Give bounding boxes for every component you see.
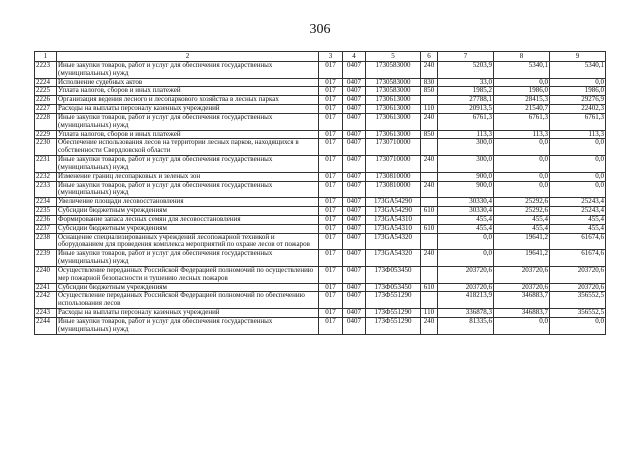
table-row: [35, 96, 606, 105]
section-code-cell: 0407: [343, 266, 366, 283]
amount-year3-cell: 61674,6: [550, 233, 606, 250]
row-number-cell: 2229: [35, 130, 57, 139]
amount-year2-cell: 0,0: [494, 317, 550, 334]
description-cell: Расходы на выплаты персоналу казенных учреждений: [57, 105, 319, 114]
ministry-code-cell: 017: [319, 233, 343, 250]
ministry-code-cell: 017: [319, 139, 343, 156]
target-code-cell: 173Ф551290: [366, 317, 421, 334]
table-row: [35, 156, 606, 173]
target-code-cell: 1730613000: [366, 96, 421, 105]
row-number-cell: 2236: [35, 215, 57, 224]
amount-year1-cell: 33,0: [438, 78, 494, 87]
ministry-code-cell: 017: [319, 250, 343, 267]
section-code-cell: 0407: [343, 156, 366, 173]
amount-year2-cell: 6761,3: [494, 113, 550, 130]
row-number-cell: 2240: [35, 266, 57, 283]
amount-year3-cell: 22402,3: [550, 105, 606, 114]
amount-year1-cell: 900,0: [438, 181, 494, 198]
description-cell: Изменение границ лесопарковых и зеленых зон: [57, 172, 319, 181]
row-number-cell: 2234: [35, 198, 57, 207]
amount-year1-cell: 300,0: [438, 139, 494, 156]
amount-year2-cell: 21540,7: [494, 105, 550, 114]
section-code-cell: 0407: [343, 283, 366, 292]
amount-year1-cell: 0,0: [438, 233, 494, 250]
description-cell: Субсидии бюджетным учреждениям: [57, 283, 319, 292]
section-code-cell: 0407: [343, 113, 366, 130]
row-number-cell: 2227: [35, 105, 57, 114]
target-code-cell: 173Ф551290: [366, 292, 421, 309]
row-number-cell: 2241: [35, 283, 57, 292]
table-row: [35, 283, 606, 292]
expense-type-cell: [421, 96, 438, 105]
description-cell: Осуществление переданных Российской Федерацией полномочий по осуществлению мер пожарной безопасности и тушению лесных пожаров: [57, 266, 319, 283]
amount-year3-cell: 0,0: [550, 139, 606, 156]
section-code-cell: 0407: [343, 233, 366, 250]
amount-year2-cell: 0,0: [494, 181, 550, 198]
amount-year1-cell: 81335,6: [438, 317, 494, 334]
ministry-code-cell: 017: [319, 292, 343, 309]
expense-type-cell: 610: [421, 283, 438, 292]
table-row: [35, 87, 606, 96]
section-code-cell: 0407: [343, 172, 366, 181]
amount-year3-cell: 25243,4: [550, 207, 606, 216]
header-cell: 2: [57, 52, 319, 62]
section-code-cell: 0407: [343, 87, 366, 96]
header-cell: 5: [366, 52, 421, 62]
section-code-cell: 0407: [343, 62, 366, 79]
ministry-code-cell: 017: [319, 113, 343, 130]
header-cell: 9: [550, 52, 606, 62]
row-number-cell: 2243: [35, 309, 57, 318]
amount-year3-cell: 0,0: [550, 181, 606, 198]
amount-year1-cell: 6761,3: [438, 113, 494, 130]
description-cell: Уплата налогов, сборов и иных платежей: [57, 130, 319, 139]
section-code-cell: 0407: [343, 292, 366, 309]
amount-year2-cell: 5340,1: [494, 62, 550, 79]
description-cell: Иные закупки товаров, работ и услуг для обеспечения государственных (муниципальных) нужд: [57, 181, 319, 198]
expense-type-cell: 850: [421, 130, 438, 139]
page-number: 306: [309, 22, 331, 37]
target-code-cell: 173Ф053450: [366, 266, 421, 283]
table-body: [35, 62, 606, 335]
section-code-cell: 0407: [343, 198, 366, 207]
table-row: [35, 130, 606, 139]
row-number-cell: 2223: [35, 62, 57, 79]
target-code-cell: 1730710000: [366, 156, 421, 173]
description-cell: Исполнение судебных актов: [57, 78, 319, 87]
amount-year3-cell: 0,0: [550, 317, 606, 334]
amount-year1-cell: 1985,2: [438, 87, 494, 96]
target-code-cell: 173GA54290: [366, 198, 421, 207]
description-cell: Формирование запаса лесных семян для лесовосстановления: [57, 215, 319, 224]
description-cell: Расходы на выплаты персоналу казенных учреждений: [57, 309, 319, 318]
expense-type-cell: 830: [421, 78, 438, 87]
description-cell: Увеличение площади лесовосстановления: [57, 198, 319, 207]
amount-year2-cell: 346883,7: [494, 292, 550, 309]
expense-type-cell: [421, 292, 438, 309]
expense-type-cell: 240: [421, 250, 438, 267]
target-code-cell: 173GA54320: [366, 233, 421, 250]
expense-type-cell: [421, 172, 438, 181]
amount-year1-cell: 418213,9: [438, 292, 494, 309]
expense-type-cell: 240: [421, 62, 438, 79]
target-code-cell: 1730710000: [366, 139, 421, 156]
amount-year3-cell: 5340,1: [550, 62, 606, 79]
amount-year1-cell: 30330,4: [438, 207, 494, 216]
row-number-cell: 2232: [35, 172, 57, 181]
row-number-cell: 2230: [35, 139, 57, 156]
amount-year3-cell: 113,3: [550, 130, 606, 139]
ministry-code-cell: 017: [319, 309, 343, 318]
ministry-code-cell: 017: [319, 181, 343, 198]
section-code-cell: 0407: [343, 78, 366, 87]
amount-year3-cell: 203720,6: [550, 266, 606, 283]
expense-type-cell: [421, 266, 438, 283]
description-cell: Субсидии бюджетным учреждениям: [57, 224, 319, 233]
expense-type-cell: 110: [421, 105, 438, 114]
section-code-cell: 0407: [343, 215, 366, 224]
amount-year2-cell: 0,0: [494, 78, 550, 87]
ministry-code-cell: 017: [319, 317, 343, 334]
table-row: [35, 309, 606, 318]
table-row: [35, 224, 606, 233]
target-code-cell: 173GA54310: [366, 224, 421, 233]
expense-type-cell: [421, 215, 438, 224]
amount-year2-cell: 455,4: [494, 224, 550, 233]
amount-year1-cell: 20913,5: [438, 105, 494, 114]
description-cell: Иные закупки товаров, работ и услуг для обеспечения государственных (муниципальных) нужд: [57, 317, 319, 334]
description-cell: Обеспечение использования лесов на территории лесных парков, находящихся в собственности Свердловской области: [57, 139, 319, 156]
ministry-code-cell: 017: [319, 96, 343, 105]
table-row: [35, 139, 606, 156]
description-cell: Иные закупки товаров, работ и услуг для обеспечения государственных (муниципальных) нужд: [57, 156, 319, 173]
description-cell: Субсидии бюджетным учреждениям: [57, 207, 319, 216]
target-code-cell: 1730613000: [366, 105, 421, 114]
row-number-cell: 2237: [35, 224, 57, 233]
section-code-cell: 0407: [343, 130, 366, 139]
amount-year1-cell: 300,0: [438, 156, 494, 173]
amount-year3-cell: 356552,5: [550, 292, 606, 309]
amount-year3-cell: 29276,9: [550, 96, 606, 105]
description-cell: Организация ведения лесного и лесопаркового хозяйства в лесных парках: [57, 96, 319, 105]
target-code-cell: 173GA54290: [366, 207, 421, 216]
header-cell: 8: [494, 52, 550, 62]
ministry-code-cell: 017: [319, 156, 343, 173]
table-row: [35, 233, 606, 250]
amount-year3-cell: 0,0: [550, 156, 606, 173]
amount-year2-cell: 0,0: [494, 172, 550, 181]
target-code-cell: 173Ф053450: [366, 283, 421, 292]
expense-type-cell: [421, 198, 438, 207]
ministry-code-cell: 017: [319, 62, 343, 79]
amount-year1-cell: 455,4: [438, 224, 494, 233]
row-number-cell: 2225: [35, 87, 57, 96]
table-row: [35, 172, 606, 181]
amount-year1-cell: 27788,1: [438, 96, 494, 105]
amount-year2-cell: 346883,7: [494, 309, 550, 318]
amount-year3-cell: 1986,0: [550, 87, 606, 96]
header-cell: 1: [35, 52, 57, 62]
amount-year2-cell: 0,0: [494, 139, 550, 156]
amount-year3-cell: 455,4: [550, 224, 606, 233]
description-cell: Уплата налогов, сборов и иных платежей: [57, 87, 319, 96]
amount-year2-cell: 0,0: [494, 156, 550, 173]
table-row: [35, 250, 606, 267]
ministry-code-cell: 017: [319, 105, 343, 114]
table-row: [35, 78, 606, 87]
expense-type-cell: 240: [421, 156, 438, 173]
ministry-code-cell: 017: [319, 130, 343, 139]
target-code-cell: 1730583000: [366, 62, 421, 79]
row-number-cell: 2238: [35, 233, 57, 250]
amount-year1-cell: 5203,9: [438, 62, 494, 79]
header-cell: 6: [421, 52, 438, 62]
target-code-cell: 173GA54320: [366, 250, 421, 267]
description-cell: Иные закупки товаров, работ и услуг для обеспечения государственных (муниципальных) нужд: [57, 113, 319, 130]
amount-year2-cell: 203720,6: [494, 266, 550, 283]
description-cell: Оснащение специализированных учреждений лесопожарной техникой и оборудованием для проведения комплекса мероприятий по охране лесов от пожаров: [57, 233, 319, 250]
ministry-code-cell: 017: [319, 87, 343, 96]
amount-year3-cell: 455,4: [550, 215, 606, 224]
description-cell: Осуществление переданных Российской Федерацией полномочий по обеспечению использования лесов: [57, 292, 319, 309]
amount-year3-cell: 203720,6: [550, 283, 606, 292]
ministry-code-cell: 017: [319, 283, 343, 292]
amount-year2-cell: 25292,6: [494, 207, 550, 216]
expense-type-cell: 240: [421, 113, 438, 130]
expense-type-cell: 610: [421, 207, 438, 216]
header-cell: 3: [319, 52, 343, 62]
description-cell: Иные закупки товаров, работ и услуг для обеспечения государственных (муниципальных) нужд: [57, 62, 319, 79]
row-number-cell: 2226: [35, 96, 57, 105]
table-row: [35, 198, 606, 207]
table-row: [35, 105, 606, 114]
ministry-code-cell: 017: [319, 198, 343, 207]
row-number-cell: 2242: [35, 292, 57, 309]
expense-type-cell: 110: [421, 309, 438, 318]
ministry-code-cell: 017: [319, 224, 343, 233]
section-code-cell: 0407: [343, 139, 366, 156]
header-row: [35, 52, 606, 62]
table-row: [35, 292, 606, 309]
section-code-cell: 0407: [343, 309, 366, 318]
amount-year1-cell: 336878,3: [438, 309, 494, 318]
amount-year3-cell: 0,0: [550, 172, 606, 181]
section-code-cell: 0407: [343, 105, 366, 114]
ministry-code-cell: 017: [319, 207, 343, 216]
section-code-cell: 0407: [343, 96, 366, 105]
amount-year2-cell: 455,4: [494, 215, 550, 224]
table-row: [35, 207, 606, 216]
target-code-cell: 173GA54310: [366, 215, 421, 224]
target-code-cell: 1730583000: [366, 87, 421, 96]
expense-type-cell: 240: [421, 317, 438, 334]
target-code-cell: 1730613000: [366, 130, 421, 139]
row-number-cell: 2224: [35, 78, 57, 87]
table-row: [35, 266, 606, 283]
section-code-cell: 0407: [343, 207, 366, 216]
amount-year1-cell: 455,4: [438, 215, 494, 224]
target-code-cell: 1730613000: [366, 113, 421, 130]
ministry-code-cell: 017: [319, 215, 343, 224]
amount-year3-cell: 6761,3: [550, 113, 606, 130]
row-number-cell: 2231: [35, 156, 57, 173]
expense-type-cell: [421, 139, 438, 156]
ministry-code-cell: 017: [319, 266, 343, 283]
amount-year2-cell: 28415,3: [494, 96, 550, 105]
amount-year2-cell: 203720,6: [494, 283, 550, 292]
amount-year2-cell: 19641,2: [494, 233, 550, 250]
row-number-cell: 2244: [35, 317, 57, 334]
amount-year3-cell: 0,0: [550, 78, 606, 87]
amount-year3-cell: 61674,6: [550, 250, 606, 267]
description-cell: Иные закупки товаров, работ и услуг для обеспечения государственных (муниципальных) нужд: [57, 250, 319, 267]
target-code-cell: 1730810000: [366, 181, 421, 198]
expense-type-cell: [421, 233, 438, 250]
table-row: [35, 181, 606, 198]
target-code-cell: 1730810000: [366, 172, 421, 181]
amount-year1-cell: 113,3: [438, 130, 494, 139]
amount-year1-cell: 900,0: [438, 172, 494, 181]
ministry-code-cell: 017: [319, 172, 343, 181]
target-code-cell: 173Ф551290: [366, 309, 421, 318]
row-number-cell: 2228: [35, 113, 57, 130]
amount-year2-cell: 1986,0: [494, 87, 550, 96]
amount-year1-cell: 0,0: [438, 250, 494, 267]
expense-type-cell: 610: [421, 224, 438, 233]
table-row: [35, 215, 606, 224]
row-number-cell: 2233: [35, 181, 57, 198]
amount-year2-cell: 25292,6: [494, 198, 550, 207]
amount-year2-cell: 19641,2: [494, 250, 550, 267]
amount-year1-cell: 30330,4: [438, 198, 494, 207]
section-code-cell: 0407: [343, 250, 366, 267]
table-row: [35, 113, 606, 130]
budget-table: [34, 51, 606, 335]
amount-year1-cell: 203720,6: [438, 283, 494, 292]
amount-year1-cell: 203720,6: [438, 266, 494, 283]
header-cell: 7: [438, 52, 494, 62]
table-row: [35, 317, 606, 334]
amount-year2-cell: 113,3: [494, 130, 550, 139]
ministry-code-cell: 017: [319, 78, 343, 87]
section-code-cell: 0407: [343, 317, 366, 334]
section-code-cell: 0407: [343, 224, 366, 233]
amount-year3-cell: 25243,4: [550, 198, 606, 207]
header-cell: 4: [343, 52, 366, 62]
row-number-cell: 2239: [35, 250, 57, 267]
row-number-cell: 2235: [35, 207, 57, 216]
section-code-cell: 0407: [343, 181, 366, 198]
expense-type-cell: 240: [421, 181, 438, 198]
target-code-cell: 1730583000: [366, 78, 421, 87]
amount-year3-cell: 356552,5: [550, 309, 606, 318]
table-row: [35, 62, 606, 79]
expense-type-cell: 850: [421, 87, 438, 96]
